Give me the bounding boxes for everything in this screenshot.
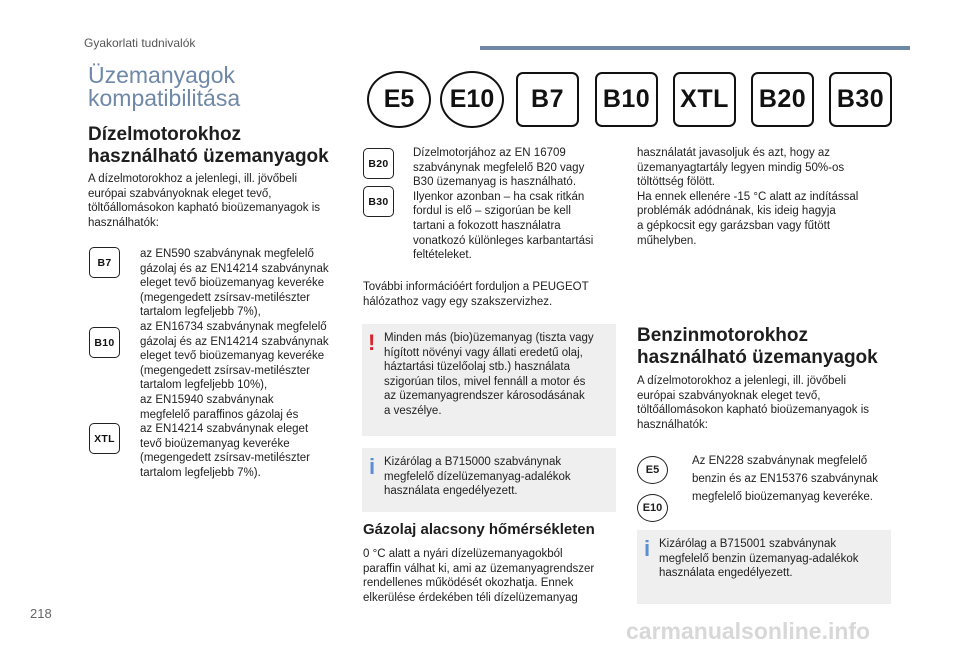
warning-box [362,324,616,436]
fuel-badge-e5: E5 [367,71,431,128]
fuel-badge-b10: B10 [595,72,658,127]
petrol-description: Az EN228 szabványnak megfelelő benzin és az EN15376 szabványnak megfelelő bioüzemanyag keveréke. [692,455,879,503]
low-temp-text: 0 °C alatt a nyári dízelüzemanyagokból paraffin válhat ki, ami az üzemanyagrendszer rendellenes működését okozhatja. Ennek elkerülése érdekében téli dízelüzemanyag [363,548,595,604]
low-temp-continued: használatát javasoljuk és azt, hogy az üzemanyagtartály legyen mindig 50%-os töltöttség fölött. Ha ennek ellenére -15 °C alatt az indítással problémák adódnának, kis ideig hagyja a gépkocsit egy garázsban vagy fűtött műhelyben. [637,147,859,247]
petrol-intro: A dízelmotorokhoz a jelenlegi, ill. jövőbeli európai szabványoknak eleget tevő, töltőállomásokon kapható bioüzemanyagok is használhatók: [637,375,870,431]
fuel-badge-b30: B30 [829,72,892,127]
warning-text: Minden más (bio)üzemanyag (tiszta vagy hígított növényi vagy állati eredetű olaj, háztartási tüzelőolaj stb.) használata szigorúan tilos, mivel fennáll a motor és az üzemanyagrendszer károsodásának a veszélye. [384,332,594,417]
badge-b30: B30 [363,186,394,217]
section-header: Gyakorlati tudnivalók [84,36,196,50]
badge-e10: E10 [637,494,668,522]
fuel-badge-xtl: XTL [673,72,736,127]
low-temp-heading: Gázolaj alacsony hőmérsékleten [363,521,595,538]
diesel-heading: Dízelmotorokhoz használható üzemanyagok [88,124,329,167]
b20-b30-description: Dízelmotorjához az EN 16709 szabványnak megfelelő B20 vagy B30 üzemanyag is használható. Ilyenkor azonban – ha csak ritkán fordul is elő – szigorúan be kell tartani a fokozott használatra vonatkozó különleges karbantartási feltételeket. [413,147,594,262]
diesel-info-box [362,448,616,512]
page-title: Üzemanyagok kompatibilitása [88,62,241,111]
badge-b10: B10 [89,327,120,358]
badge-e5: E5 [637,456,668,484]
page-number: 218 [30,606,52,621]
diesel-intro: A dízelmotorokhoz a jelenlegi, ill. jövőbeli európai szabványoknak eleget tevő, töltőállomásokon kapható bioüzemanyagok is használhatók: [88,173,321,229]
petrol-info-text: Kizárólag a B715001 szabványnak megfelelő benzin üzemanyag-adalékok használata engedélyezett. [659,538,859,580]
fuel-badge-b7: B7 [516,72,579,127]
warning-icon: ! [368,330,376,355]
info-icon: i [644,536,651,561]
fuel-badge-b20: B20 [751,72,814,127]
petrol-info-box [637,530,891,604]
diesel-info-text: Kizárólag a B715000 szabványnak megfelelő dízelüzemanyag-adalékok használata engedélyezett. [384,456,571,498]
b10-description: az EN16734 szabványnak megfelelő gázolaj és az EN14214 szabványnak eleget tevő bioüzemanyag keveréke (megengedett zsírsav-metilészter tartalom legfeljebb 10%), [140,321,329,392]
fuel-badge-e10: E10 [440,71,504,128]
badge-xtl: XTL [89,423,120,454]
badge-b7: B7 [89,247,120,278]
badge-b20: B20 [363,148,394,179]
info-icon: i [369,454,376,479]
watermark: carmanualsonline.info [626,618,871,644]
b7-description: az EN590 szabványnak megfelelő gázolaj és az EN14214 szabványnak eleget tevő bioüzemanyag keveréke (megengedett zsírsav-metilészter tartalom legfeljebb 7%), [140,248,329,319]
xtl-description: az EN15940 szabványnak megfelelő paraffinos gázolaj és az EN14214 szabványnak eleget tevő bioüzemanyag keveréke (megengedett zsírsav-metilészter tartalom legfeljebb 7%). [140,394,311,479]
petrol-heading: Benzinmotorokhoz használható üzemanyagok [637,325,878,368]
header-rule [480,46,910,50]
more-info-text: További információért forduljon a PEUGEOT hálózathoz vagy egy szakszervizhez. [363,281,589,308]
